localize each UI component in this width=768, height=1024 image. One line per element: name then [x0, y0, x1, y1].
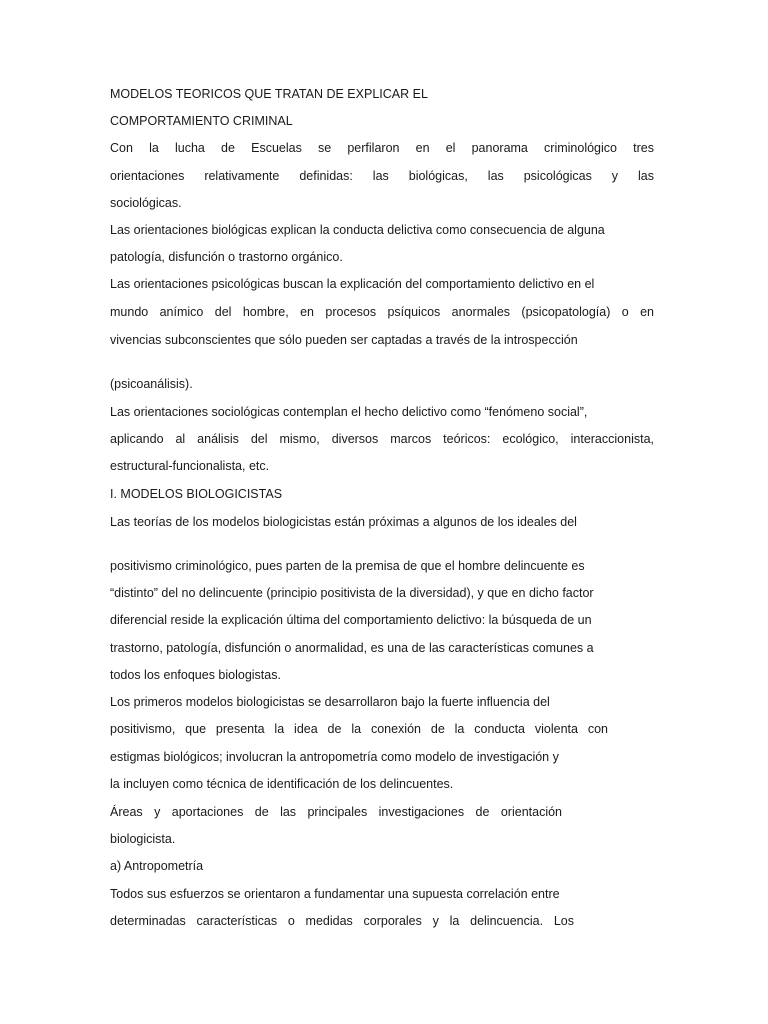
- paragraph-line: estigmas biológicos; involucran la antropometría como modelo de investigación y: [110, 750, 559, 764]
- paragraph-line: vivencias subconscientes que sólo pueden ser captadas a través de la introspección: [110, 333, 578, 347]
- section-heading: I. MODELOS BIOLOGICISTAS: [110, 487, 283, 501]
- document-title-line-1: MODELOS TEORICOS QUE TRATAN DE EXPLICAR EL: [110, 87, 428, 101]
- paragraph-line: (psicoanálisis).: [110, 377, 193, 391]
- paragraph-line: la incluyen como técnica de identificación de los delincuentes.: [110, 777, 454, 791]
- paragraph-line: biologicista.: [110, 832, 176, 846]
- paragraph-line: Áreas y aportaciones de las principales investigaciones de orientación: [110, 805, 562, 819]
- paragraph-line: “distinto” del no delincuente (principio positivista de la diversidad), y que en dicho factor: [110, 586, 594, 600]
- paragraph-line: determinadas características o medidas corporales y la delincuencia. Los: [110, 914, 574, 928]
- paragraph-line: estructural-funcionalista, etc.: [110, 459, 270, 473]
- paragraph-line: trastorno, patología, disfunción o anormalidad, es una de las características comunes a: [110, 641, 594, 655]
- paragraph-line: sociológicas.: [110, 196, 182, 210]
- paragraph-line: Con la lucha de Escuelas se perfilaron en el panorama criminológico tres: [110, 141, 654, 155]
- paragraph-line: Las orientaciones psicológicas buscan la explicación del comportamiento delictivo en el: [110, 277, 595, 291]
- paragraph-line: positivismo criminológico, pues parten de la premisa de que el hombre delincuente es: [110, 559, 585, 573]
- paragraph-line: patología, disfunción o trastorno orgánico.: [110, 250, 343, 264]
- paragraph-line: Las orientaciones biológicas explican la conducta delictiva como consecuencia de alguna: [110, 223, 605, 237]
- paragraph-line: todos los enfoques biologistas.: [110, 668, 281, 682]
- paragraph-line: positivismo, que presenta la idea de la conexión de la conducta violenta con: [110, 722, 608, 736]
- paragraph-line: Las orientaciones sociológicas contemplan el hecho delictivo como “fenómeno social”,: [110, 405, 588, 419]
- paragraph-line: aplicando al análisis del mismo, diversos marcos teóricos: ecológico, interaccionista,: [110, 432, 654, 446]
- paragraph-line: Los primeros modelos biologicistas se desarrollaron bajo la fuerte influencia del: [110, 695, 550, 709]
- document-title-line-2: COMPORTAMIENTO CRIMINAL: [110, 114, 293, 128]
- paragraph-line: diferencial reside la explicación última del comportamiento delictivo: la búsqueda de un: [110, 613, 592, 627]
- paragraph-line: Todos sus esfuerzos se orientaron a fundamentar una supuesta correlación entre: [110, 887, 560, 901]
- subsection-heading: a) Antropometría: [110, 859, 204, 873]
- paragraph-line: mundo anímico del hombre, en procesos psíquicos anormales (psicopatología) o en: [110, 305, 654, 319]
- paragraph-line: orientaciones relativamente definidas: las biológicas, las psicológicas y las: [110, 169, 654, 183]
- paragraph-line: Las teorías de los modelos biologicistas están próximas a algunos de los ideales del: [110, 515, 577, 529]
